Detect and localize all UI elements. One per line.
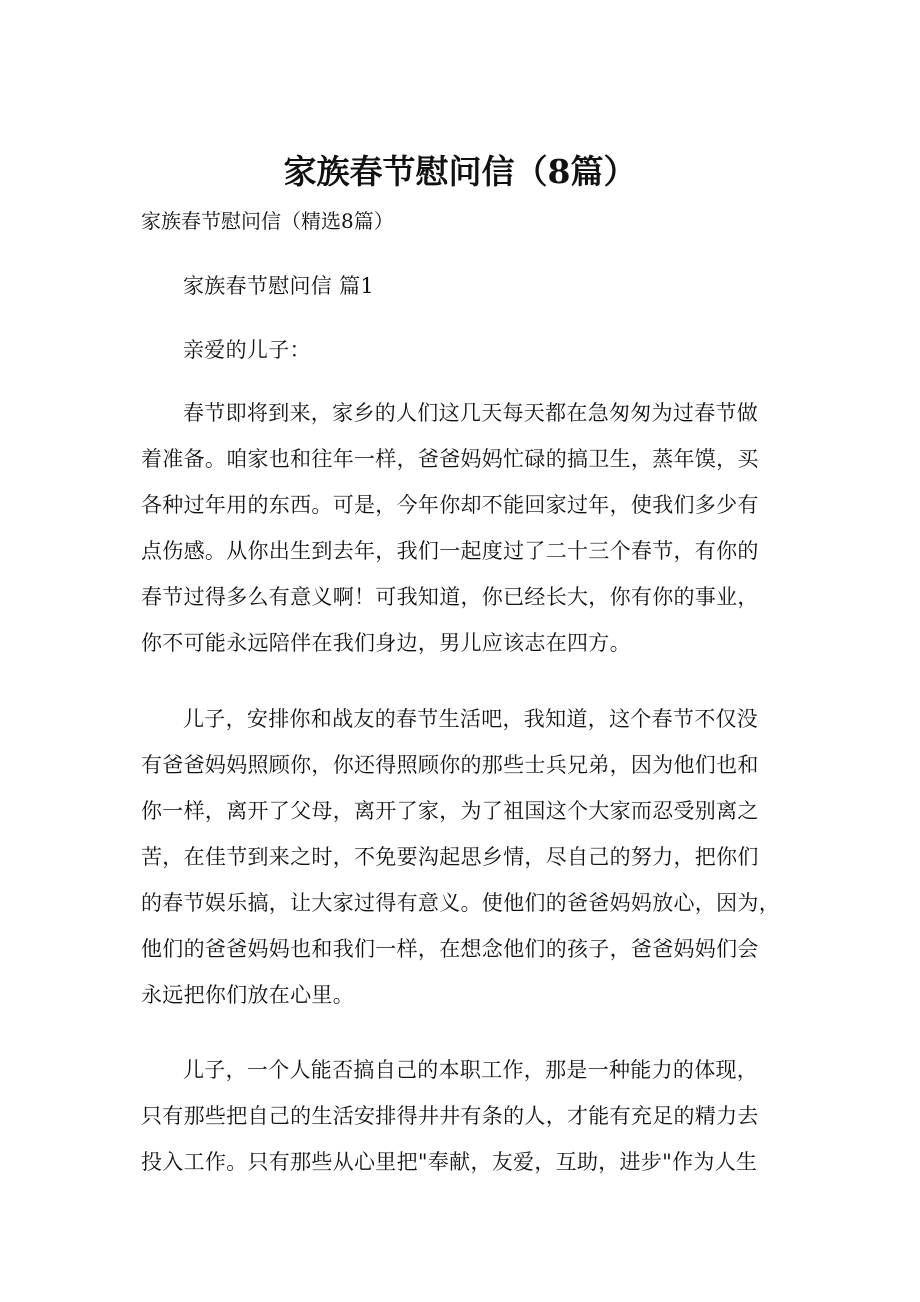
paragraph-line: 苦，在佳节到来之时，不免要沟起思乡情，尽自己的努力，把你们 (141, 845, 759, 869)
paragraph-line: 春节过得多么有意义啊！可我知道，你已经长大，你有你的事业， (141, 585, 759, 609)
salutation: 亲爱的儿子： (183, 338, 311, 362)
paragraph-line: 春节即将到来，家乡的人们这几天每天都在急匆匆为过春节做 (183, 401, 759, 425)
paragraph-line: 他们的爸爸妈妈也和我们一样，在想念他们的孩子，爸爸妈妈们会 (141, 937, 759, 961)
paragraph-line: 投入工作。只有那些从心里把"奉献，友爱，互助，进步"作为人生 (141, 1150, 758, 1174)
paragraph-line: 儿子，安排你和战友的春节生活吧，我知道，这个春节不仅没 (183, 707, 759, 731)
document-title: 家族春节慰问信（8篇） (283, 152, 637, 191)
document-subtitle: 家族春节慰问信（精选8篇） (141, 209, 394, 233)
paragraph-line: 永远把你们放在心里。 (141, 983, 354, 1007)
paragraph-line: 有爸爸妈妈照顾你，你还得照顾你的那些士兵兄弟，因为他们也和 (141, 753, 759, 777)
section-heading: 家族春节慰问信 篇1 (183, 274, 375, 298)
paragraph-line: 你一样，离开了父母，离开了家，为了祖国这个大家而忍受别离之 (141, 799, 759, 823)
paragraph-line: 儿子，一个人能否搞自己的本职工作，那是一种能力的体现， (183, 1058, 759, 1082)
paragraph-line: 只有那些把自己的生活安排得井井有条的人，才能有充足的精力去 (141, 1104, 759, 1128)
paragraph-line: 的春节娱乐搞，让大家过得有意义。使他们的爸爸妈妈放心，因为， (141, 891, 780, 915)
paragraph-line: 你不可能永远陪伴在我们身边，男儿应该志在四方。 (141, 631, 631, 655)
paragraph-line: 点伤感。从你出生到去年，我们一起度过了二十三个春节，有你的 (141, 539, 759, 563)
paragraph-line: 各种过年用的东西。可是，今年你却不能回家过年，使我们多少有 (141, 493, 759, 517)
paragraph-line: 着准备。咱家也和往年一样，爸爸妈妈忙碌的搞卫生，蒸年馍，买 (141, 447, 759, 471)
